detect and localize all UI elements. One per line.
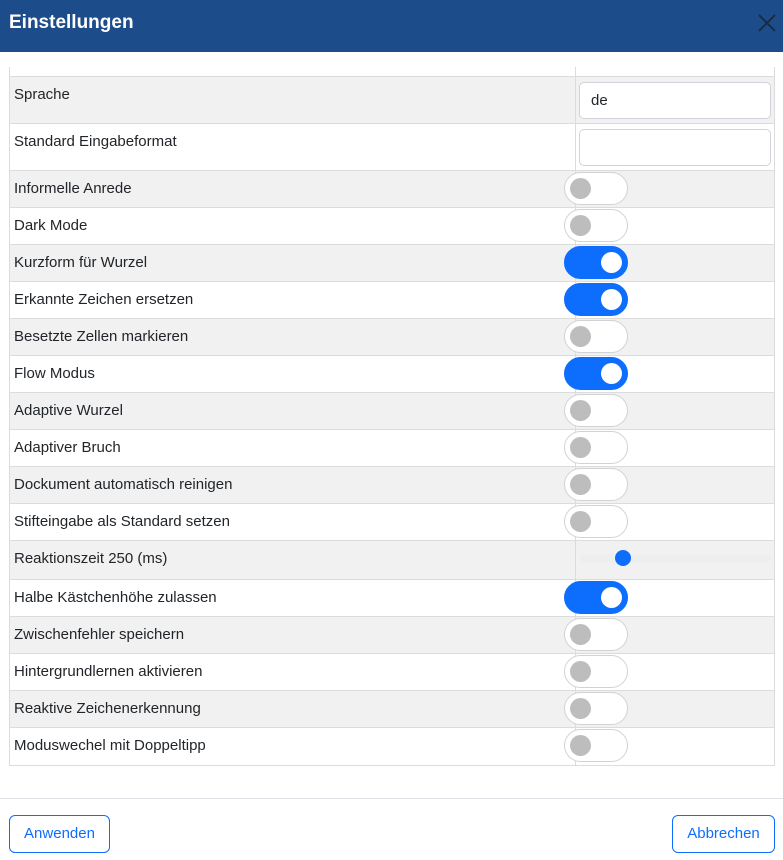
toggle-knob xyxy=(570,474,591,495)
toggle-knob xyxy=(601,289,622,310)
hintergrundlernen-toggle[interactable] xyxy=(564,655,628,688)
toggle-knob xyxy=(601,252,622,273)
halbe-hoehe-toggle[interactable] xyxy=(564,581,628,614)
zeichen-ersetzen-toggle[interactable] xyxy=(564,283,628,316)
toggle-knob xyxy=(601,587,622,608)
reaktive-erkennung-toggle[interactable] xyxy=(564,692,628,725)
slider-thumb[interactable] xyxy=(615,550,631,566)
close-button[interactable] xyxy=(752,8,782,38)
close-icon xyxy=(752,8,782,38)
dark-mode-toggle[interactable] xyxy=(564,209,628,242)
setting-row-adaptiver-bruch xyxy=(10,430,774,467)
dialog-header xyxy=(0,0,783,52)
setting-label-dark-mode: Dark Mode xyxy=(14,217,88,234)
toggle-knob xyxy=(601,363,622,384)
setting-row-kurzform-wurzel xyxy=(10,245,774,282)
setting-label-auto-reinigen: Dockument automatisch reinigen xyxy=(14,476,233,493)
setting-label-flow-modus: Flow Modus xyxy=(14,365,95,382)
sprache-input[interactable] xyxy=(579,82,771,119)
setting-row-zeichen-ersetzen xyxy=(10,282,774,319)
setting-row-hintergrundlernen xyxy=(10,654,774,691)
setting-label-reaktionszeit: Reaktionszeit 250 (ms) xyxy=(14,550,168,567)
setting-row-eingabeformat xyxy=(10,124,774,171)
setting-label-hintergrundlernen: Hintergrundlernen aktivieren xyxy=(14,663,203,680)
setting-row-zwischenfehler xyxy=(10,617,774,654)
setting-row-moduswechsel xyxy=(10,728,774,765)
eingabeformat-input[interactable] xyxy=(579,129,771,166)
auto-reinigen-toggle[interactable] xyxy=(564,468,628,501)
setting-row-informelle-anrede xyxy=(10,171,774,208)
stifteingabe-toggle[interactable] xyxy=(564,505,628,538)
setting-label-kurzform-wurzel: Kurzform für Wurzel xyxy=(14,254,148,271)
setting-row-auto-reinigen xyxy=(10,467,774,504)
setting-row-zellen-markieren xyxy=(10,319,774,356)
toggle-knob xyxy=(570,735,591,756)
toggle-knob xyxy=(570,178,591,199)
informelle-anrede-toggle[interactable] xyxy=(564,172,628,205)
adaptive-wurzel-toggle[interactable] xyxy=(564,394,628,427)
reaktionszeit-slider[interactable] xyxy=(579,554,771,562)
kurzform-wurzel-toggle[interactable] xyxy=(564,246,628,279)
toggle-knob xyxy=(570,326,591,347)
apply-button[interactable]: Anwenden xyxy=(9,815,110,853)
toggle-knob xyxy=(570,698,591,719)
footer-divider xyxy=(0,798,783,799)
toggle-knob xyxy=(570,624,591,645)
setting-row-reaktive-erkennung xyxy=(10,691,774,728)
setting-label-informelle-anrede: Informelle Anrede xyxy=(14,180,132,197)
toggle-knob xyxy=(570,437,591,458)
dialog-title: Einstellungen xyxy=(9,12,134,33)
setting-label-stifteingabe: Stifteingabe als Standard setzen xyxy=(14,513,230,530)
toggle-knob xyxy=(570,661,591,682)
setting-row-dark-mode xyxy=(10,208,774,245)
toggle-knob xyxy=(570,215,591,236)
setting-label-zeichen-ersetzen: Erkannte Zeichen ersetzen xyxy=(14,291,194,308)
zellen-markieren-toggle[interactable] xyxy=(564,320,628,353)
setting-row-flow-modus xyxy=(10,356,774,393)
setting-label-zellen-markieren: Besetzte Zellen markieren xyxy=(14,328,189,345)
setting-label-sprache: Sprache xyxy=(14,86,70,103)
setting-label-zwischenfehler: Zwischenfehler speichern xyxy=(14,626,185,643)
setting-label-moduswechsel: Moduswechel mit Doppeltipp xyxy=(14,737,206,754)
setting-row-reaktionszeit xyxy=(10,541,774,580)
setting-label-adaptive-wurzel: Adaptive Wurzel xyxy=(14,402,123,419)
flow-modus-toggle[interactable] xyxy=(564,357,628,390)
setting-label-eingabeformat: Standard Eingabeformat xyxy=(14,133,177,150)
moduswechsel-toggle[interactable] xyxy=(564,729,628,762)
setting-label-reaktive-erkennung: Reaktive Zeichenerkennung xyxy=(14,700,201,717)
toggle-knob xyxy=(570,511,591,532)
setting-row-halbe-hoehe xyxy=(10,580,774,617)
cancel-button[interactable]: Abbrechen xyxy=(672,815,775,853)
settings-table xyxy=(9,67,775,766)
setting-label-halbe-hoehe: Halbe Kästchenhöhe zulassen xyxy=(14,589,217,606)
setting-label-adaptiver-bruch: Adaptiver Bruch xyxy=(14,439,121,456)
setting-row-stifteingabe xyxy=(10,504,774,541)
table-top-spacer xyxy=(10,67,774,77)
zwischenfehler-toggle[interactable] xyxy=(564,618,628,651)
setting-row-sprache xyxy=(10,77,774,124)
adaptiver-bruch-toggle[interactable] xyxy=(564,431,628,464)
setting-row-adaptive-wurzel xyxy=(10,393,774,430)
toggle-knob xyxy=(570,400,591,421)
